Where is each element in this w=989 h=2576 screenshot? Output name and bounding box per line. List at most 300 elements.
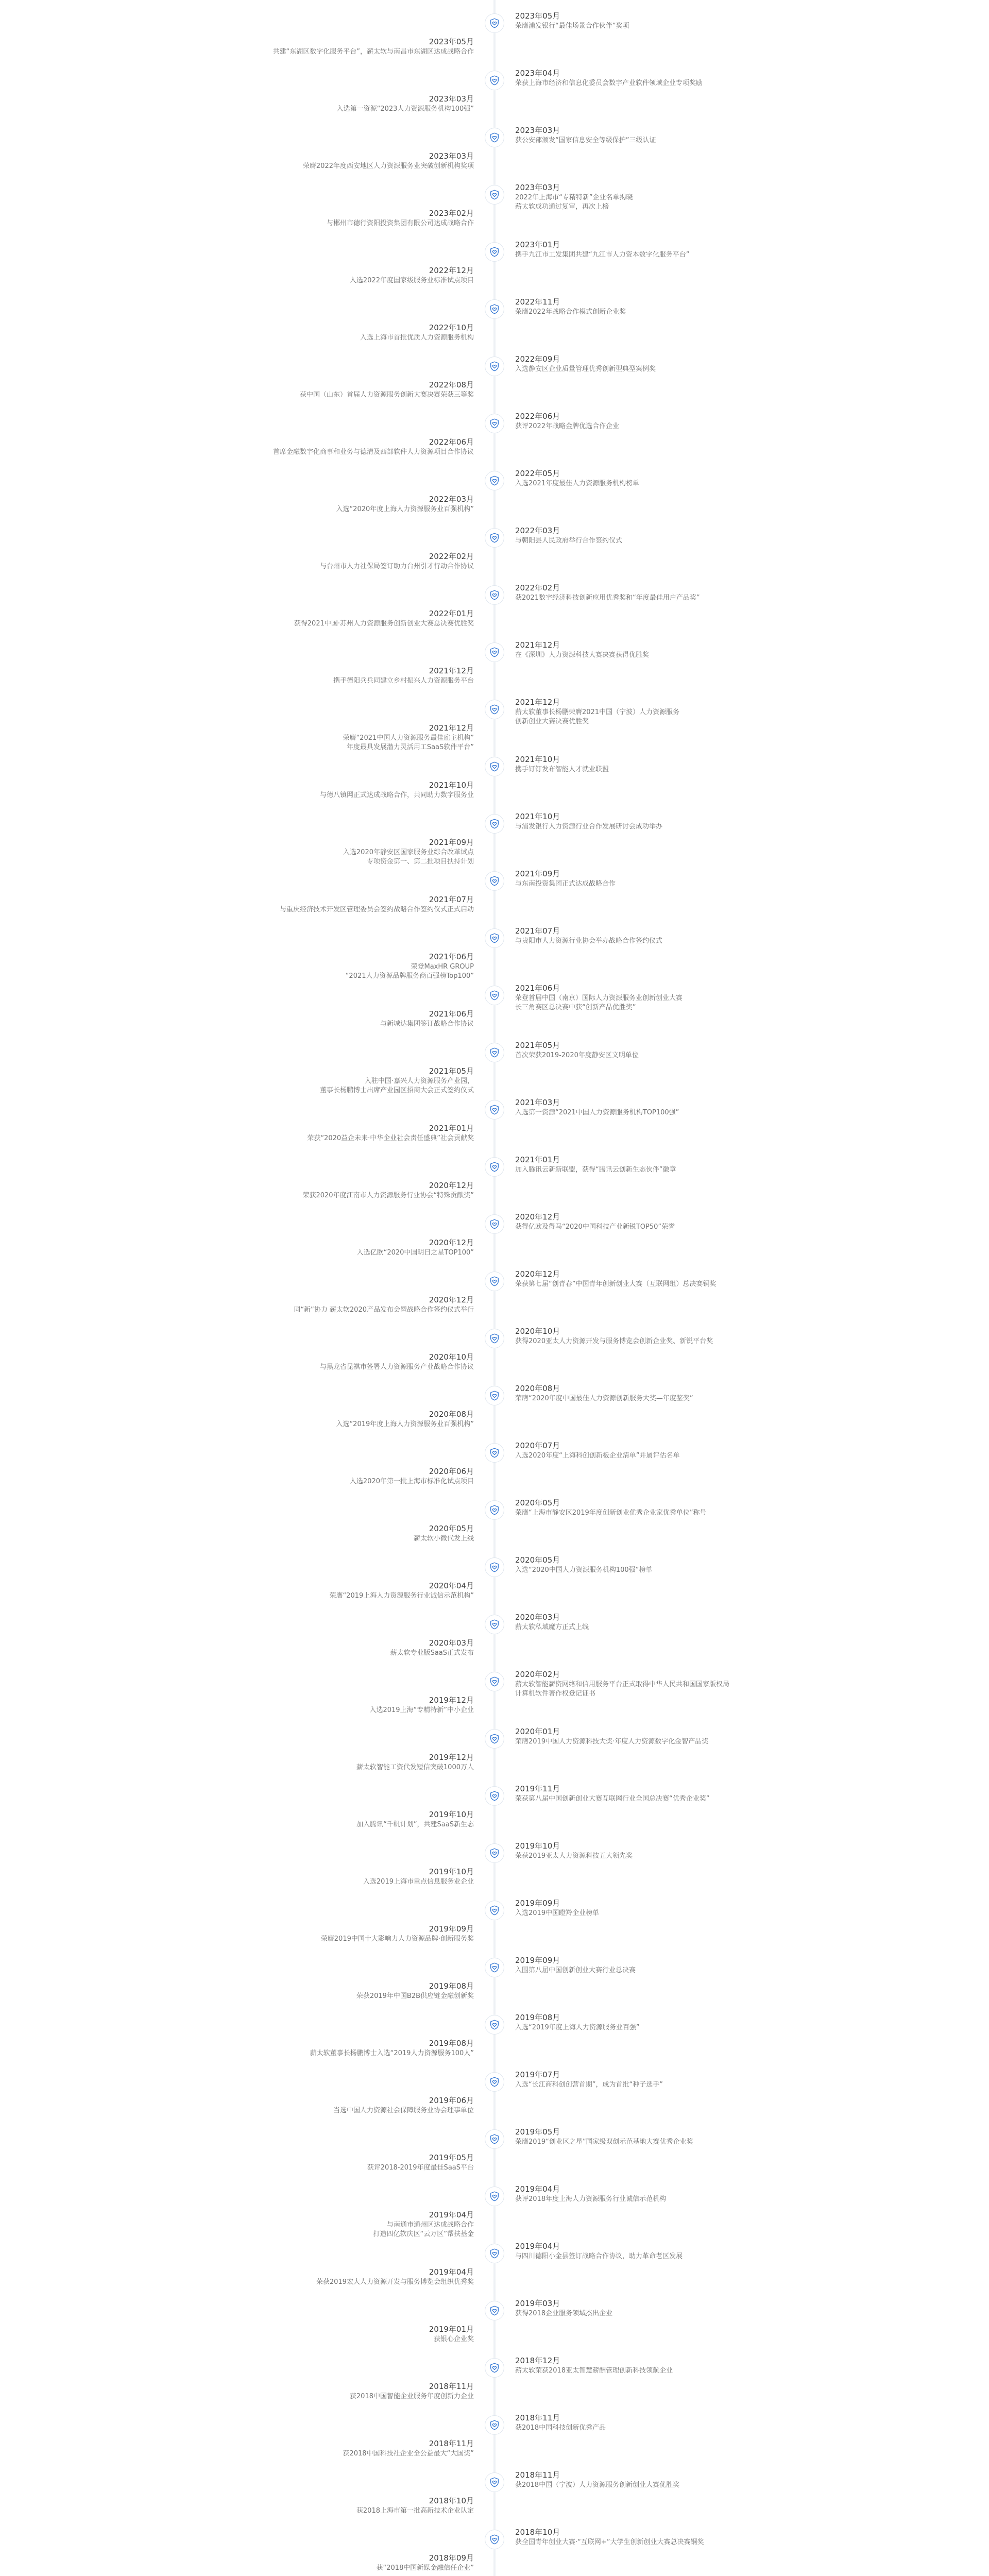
entry-date: 2020年12月 bbox=[429, 1181, 474, 1190]
entry-date: 2020年10月 bbox=[429, 1352, 474, 1362]
timeline-entry bbox=[515, 755, 824, 774]
entry-date: 2021年12月 bbox=[515, 640, 560, 650]
timeline-entry bbox=[515, 183, 824, 212]
entry-text: 荣获第八届中国创新创业大赛互联网行业全国总决赛“优秀企业奖” bbox=[515, 1795, 710, 1803]
entry-date: 2022年12月 bbox=[429, 266, 474, 275]
timeline-entry bbox=[515, 1441, 824, 1461]
timeline-entry bbox=[515, 1212, 824, 1232]
timeline-entry bbox=[515, 1841, 824, 1861]
timeline-node bbox=[485, 1843, 504, 1863]
timeline-entry bbox=[165, 1696, 474, 1715]
entry-date: 2020年06月 bbox=[429, 1467, 474, 1476]
timeline-entry bbox=[165, 2210, 474, 2239]
timeline-entry bbox=[165, 1295, 474, 1315]
entry-text: 与南通市通州区达成战略合作 bbox=[386, 2221, 474, 2229]
timeline-entry bbox=[165, 1753, 474, 1772]
entry-date: 2018年11月 bbox=[429, 2439, 474, 2448]
entry-date: 2019年05月 bbox=[429, 2153, 474, 2162]
entry-date: 2022年09月 bbox=[515, 354, 560, 364]
timeline-entry bbox=[165, 266, 474, 285]
timeline-node bbox=[485, 1729, 504, 1749]
entry-date: 2022年11月 bbox=[515, 297, 560, 307]
timeline-node bbox=[485, 357, 504, 376]
entry-text: 入选静安区企业质量管理优秀创新型典型案例奖 bbox=[515, 365, 656, 373]
entry-text: 荣获2019亚太人力资源科技五大领先奖 bbox=[515, 1852, 633, 1860]
entry-date: 2020年08月 bbox=[429, 1410, 474, 1419]
entry-text: 获评2018-2019年度最佳SaaS平台 bbox=[367, 2164, 474, 2172]
entry-text: 获公安部颁发“国家信息安全等级保护”三级认证 bbox=[515, 137, 656, 144]
entry-date: 2022年01月 bbox=[429, 609, 474, 618]
timeline-entry bbox=[515, 2127, 824, 2147]
entry-text: 获2018中国智能企业服务年度创新力企业 bbox=[349, 2393, 474, 2400]
timeline-entry bbox=[515, 2528, 824, 2547]
entry-text: 荣膺“2019上海人力资源服务行业诚信示范机构” bbox=[329, 1592, 474, 1600]
timeline-entry bbox=[515, 2184, 824, 2204]
entry-text: 获2018上海市第一批高新技术企业认定 bbox=[356, 2507, 474, 2515]
entry-text: 荣膺2019中国十大影响力人力资源品牌·创新服务奖 bbox=[320, 1935, 474, 1943]
timeline-node bbox=[485, 1214, 504, 1234]
timeline-entry bbox=[515, 812, 824, 832]
entry-text: 薪太软董事长杨鹏博士入选“2019人力资源服务100人” bbox=[310, 2049, 474, 2057]
entry-date: 2020年05月 bbox=[515, 1498, 560, 1507]
timeline-entry bbox=[515, 2413, 824, 2433]
entry-text: 在《深圳》人力资源科技大赛决赛获得优胜奖 bbox=[515, 651, 650, 659]
entry-date: 2021年09月 bbox=[429, 838, 474, 847]
entry-date: 2018年12月 bbox=[515, 2356, 560, 2365]
timeline-entry bbox=[165, 2267, 474, 2287]
timeline-entry bbox=[515, 1384, 824, 1403]
timeline-entry bbox=[515, 1899, 824, 1918]
entry-text: 薪太软荣获2018亚太智慧薪酬管理创新科技领航企业 bbox=[515, 2367, 673, 2375]
entry-text: 荣登MaxHR GROUP bbox=[411, 963, 474, 971]
entry-date: 2023年04月 bbox=[515, 69, 560, 78]
entry-date: 2022年02月 bbox=[429, 552, 474, 561]
entry-text: 荣膺“上海市静安区2019年度创新创业优秀企业家优秀单位”称号 bbox=[515, 1509, 707, 1517]
timeline-entry bbox=[515, 526, 824, 546]
entry-text: 与朝阳县人民政府举行合作签约仪式 bbox=[515, 537, 623, 545]
entry-text: 计算机软件著作权登记证书 bbox=[515, 1690, 596, 1698]
timeline-entry bbox=[515, 2013, 824, 2032]
entry-text: 入选第一资源“2021中国人力资源服务机构TOP100强” bbox=[515, 1109, 679, 1116]
timeline-node bbox=[485, 2472, 504, 2492]
entry-date: 2019年01月 bbox=[429, 2325, 474, 2334]
timeline-entry bbox=[515, 2070, 824, 2090]
timeline-entry bbox=[515, 984, 824, 1012]
timeline-entry bbox=[515, 1269, 824, 1289]
entry-text: 入选2019上海市重点信息服务业企业 bbox=[363, 1878, 474, 1886]
entry-date: 2019年12月 bbox=[429, 1753, 474, 1762]
entry-date: 2018年10月 bbox=[429, 2496, 474, 2505]
entry-text: 入选2020年静安区国家服务业综合改革试点 bbox=[343, 849, 474, 856]
timeline-node bbox=[485, 2072, 504, 2092]
timeline-entry bbox=[515, 11, 824, 31]
entry-text: 年度最具发展潜力灵活用工SaaS软件平台” bbox=[346, 743, 474, 751]
entry-date: 2020年04月 bbox=[429, 1581, 474, 1590]
entry-text: 与贵阳市人力资源行业协会举办战略合作签约仪式 bbox=[515, 937, 663, 945]
entry-text: 与重庆经济技术开发区管理委员会签约战略合作签约仪式正式启动 bbox=[279, 906, 474, 913]
entry-date: 2019年08月 bbox=[429, 1981, 474, 1991]
entry-text: 获得亿欧及得马“2020中国科技产业新锐TOP50”荣誉 bbox=[515, 1223, 675, 1231]
entry-date: 2021年07月 bbox=[429, 895, 474, 904]
entry-date: 2018年11月 bbox=[515, 2413, 560, 2422]
entry-date: 2022年06月 bbox=[429, 437, 474, 447]
entry-date: 2018年11月 bbox=[515, 2470, 560, 2480]
timeline-entry bbox=[165, 2439, 474, 2459]
entry-date: 2021年09月 bbox=[515, 869, 560, 878]
entry-text: 入选2019中国瞪羚企业榜单 bbox=[515, 1909, 600, 1917]
entry-text: 入选2020年第一批上海市标准化试点项目 bbox=[349, 1478, 474, 1485]
timeline-entry bbox=[515, 1613, 824, 1632]
timeline-node bbox=[485, 2301, 504, 2320]
entry-text: 入选“2019年度上海人力资源服务业百强” bbox=[515, 2024, 640, 2031]
timeline-entry bbox=[165, 1066, 474, 1095]
entry-text: 入选上海市首批优质人力资源服务机构 bbox=[360, 334, 474, 342]
timeline-entry bbox=[515, 1098, 824, 1117]
entry-date: 2021年05月 bbox=[429, 1066, 474, 1076]
entry-text: 董事长杨鹏博士出席产业园区招商大会正式签约仪式 bbox=[319, 1087, 474, 1094]
entry-text: 薪太软智能薪资网络和信用服务平台正式取得中华人民共和国国家版权局 bbox=[515, 1681, 730, 1688]
timeline-node bbox=[485, 986, 504, 1005]
timeline-node bbox=[485, 2129, 504, 2149]
entry-date: 2020年12月 bbox=[429, 1238, 474, 1247]
entry-date: 2020年10月 bbox=[515, 1327, 560, 1336]
timeline-node bbox=[485, 2530, 504, 2549]
entry-text: 荣获“2020益企未来·中华企业社会责任盛典”社会贡献奖 bbox=[307, 1134, 474, 1142]
entry-date: 2020年12月 bbox=[515, 1212, 560, 1222]
timeline-entry bbox=[515, 1727, 824, 1747]
timeline-node bbox=[485, 1043, 504, 1062]
entry-text: 获2018中国科技创新优秀产品 bbox=[515, 2424, 606, 2432]
timeline-node bbox=[485, 757, 504, 776]
timeline-entry bbox=[165, 1638, 474, 1658]
timeline-entry bbox=[165, 609, 474, 629]
entry-date: 2021年01月 bbox=[515, 1155, 560, 1164]
entry-date: 2023年03月 bbox=[515, 126, 560, 135]
entry-text: 薪太软董事长杨鹏荣膺2021中国（宁波）人力资源服务 bbox=[515, 708, 680, 716]
entry-date: 2020年03月 bbox=[429, 1638, 474, 1648]
timeline-node bbox=[485, 1386, 504, 1405]
entry-text: 获得2018企业服务领域杰出企业 bbox=[515, 2310, 613, 2317]
timeline-entry bbox=[165, 552, 474, 571]
timeline-entry bbox=[515, 1041, 824, 1060]
timeline-node bbox=[485, 71, 504, 90]
timeline-node bbox=[485, 1615, 504, 1634]
entry-date: 2023年03月 bbox=[515, 183, 560, 192]
entry-text: 薪太软专业版SaaS正式发布 bbox=[390, 1649, 474, 1657]
entry-date: 2020年01月 bbox=[515, 1727, 560, 1736]
timeline-entry bbox=[515, 1670, 824, 1699]
entry-text: 携手钉钉发布智能人才就业联盟 bbox=[515, 766, 609, 773]
timeline-node bbox=[485, 242, 504, 262]
entry-text: 入选“2020年度上海人力资源服务业百强机构” bbox=[336, 505, 474, 513]
timeline-node bbox=[485, 700, 504, 719]
entry-date: 2019年09月 bbox=[515, 1956, 560, 1965]
entry-date: 2019年10月 bbox=[429, 1867, 474, 1876]
entry-text: 荣获2019宏大人力资源开发与服务博览会组织优秀奖 bbox=[316, 2278, 474, 2286]
entry-text: 入选“长江商科创创营首期”，成为首批“种子选手” bbox=[515, 2081, 663, 2089]
entry-date: 2022年03月 bbox=[429, 495, 474, 504]
timeline-node bbox=[485, 1443, 504, 1463]
entry-date: 2021年10月 bbox=[515, 755, 560, 764]
entry-text: 长三角赛区总决赛中获“创新产品优胜奖” bbox=[515, 1004, 636, 1011]
timeline-node bbox=[485, 2015, 504, 2035]
entry-date: 2019年10月 bbox=[515, 1841, 560, 1851]
entry-text: 首次荣获2019-2020年度静安区文明单位 bbox=[515, 1052, 639, 1059]
entry-date: 2023年01月 bbox=[515, 240, 560, 249]
timeline-entry bbox=[515, 1784, 824, 1804]
entry-date: 2019年04月 bbox=[429, 2210, 474, 2219]
entry-text: 荣膺“2021中国人力资源服务最佳雇主机构” bbox=[343, 734, 474, 742]
timeline-entry bbox=[515, 698, 824, 726]
entry-text: 与郴州市德行资阳投资集团有限公司达成战略合作 bbox=[326, 219, 474, 227]
entry-text: 入围第八届中国创新创业大赛行业总决赛 bbox=[515, 1967, 636, 1974]
entry-date: 2018年11月 bbox=[429, 2382, 474, 2391]
timeline-entry bbox=[165, 323, 474, 343]
entry-text: 荣获2019年中国B2B供应链金融创新奖 bbox=[356, 1992, 474, 2000]
entry-text: 当选中国人力资源社会保障服务业协会理事单位 bbox=[333, 2107, 474, 2114]
entry-date: 2021年12月 bbox=[429, 666, 474, 675]
entry-text: 加入腾讯“千帆计划”，共建SaaS新生态 bbox=[356, 1821, 474, 1828]
entry-text: 获中国（山东）首届人力资源服务创新大赛决赛荣获三等奖 bbox=[299, 391, 474, 399]
entry-text: 获得2021中国·苏州人力资源服务创新创业大赛总决赛优胜奖 bbox=[294, 620, 474, 628]
entry-text: 与台州市人力社保局签订助力台州引才行动合作协议 bbox=[319, 563, 474, 570]
timeline-entry bbox=[165, 209, 474, 228]
timeline-entry bbox=[515, 2470, 824, 2490]
timeline-entry bbox=[515, 640, 824, 660]
entry-text: 入选2020年度“上海科创创新板企业清单”并属评估名单 bbox=[515, 1452, 680, 1460]
entry-date: 2020年05月 bbox=[515, 1555, 560, 1565]
entry-text: 入选2021年度最佳人力资源服务机构榜单 bbox=[515, 480, 640, 487]
entry-date: 2019年11月 bbox=[515, 1784, 560, 1793]
entry-date: 2023年05月 bbox=[429, 37, 474, 46]
timeline-entry bbox=[165, 1238, 474, 1258]
timeline-node bbox=[485, 871, 504, 891]
entry-text: 荣登首届中国（南京）国际人力资源服务业创新创业大赛 bbox=[515, 994, 683, 1002]
entry-date: 2020年05月 bbox=[429, 1524, 474, 1533]
timeline-entry bbox=[515, 1555, 824, 1575]
timeline-entry bbox=[165, 151, 474, 171]
timeline-entry bbox=[165, 781, 474, 800]
entry-date: 2019年09月 bbox=[515, 1899, 560, 1908]
timeline-entry bbox=[165, 952, 474, 981]
entry-text: 荣获上海市经济和信息化委员会数字产业软件领域企业专项奖励 bbox=[515, 79, 703, 87]
entry-date: 2020年12月 bbox=[515, 1269, 560, 1279]
timeline-entry bbox=[515, 240, 824, 260]
timeline-node bbox=[485, 299, 504, 319]
timeline-node bbox=[485, 528, 504, 548]
timeline-entry bbox=[165, 1352, 474, 1372]
timeline-entry bbox=[165, 2382, 474, 2401]
entry-date: 2021年03月 bbox=[515, 1098, 560, 1107]
timeline-entry bbox=[515, 1498, 824, 1518]
entry-text: 荣膺“2020年度中国最佳人力资源创新服务大奖—年度鉴奖” bbox=[515, 1395, 693, 1402]
entry-text: 获全国青年创业大赛·“互联网+”大学生创新创业大赛总决赛铜奖 bbox=[515, 2538, 704, 2546]
entry-date: 2019年06月 bbox=[429, 2096, 474, 2105]
timeline-node bbox=[485, 2415, 504, 2435]
entry-date: 2019年10月 bbox=[429, 1810, 474, 1819]
timeline-node bbox=[485, 1272, 504, 1291]
timeline-node bbox=[485, 1100, 504, 1120]
timeline-node bbox=[485, 1958, 504, 1977]
timeline-entry bbox=[165, 1009, 474, 1029]
entry-date: 2021年10月 bbox=[515, 812, 560, 821]
entry-text: 携手德阳兵兵同建立乡村振兴人力资源服务平台 bbox=[333, 677, 474, 685]
entry-text: 荣膺2019“创业区之星”国家级双创示范基地大赛优秀企业奖 bbox=[515, 2138, 693, 2146]
entry-text: 携手九江市工发集团共建“九江市人力资本数字化服务平台” bbox=[515, 251, 690, 259]
timeline-entry bbox=[165, 2039, 474, 2058]
timeline-entry bbox=[165, 1124, 474, 1143]
timeline-entry bbox=[515, 2356, 824, 2376]
entry-date: 2021年12月 bbox=[515, 698, 560, 707]
entry-date: 2020年08月 bbox=[515, 1384, 560, 1393]
entry-text: 获2018中国（宁波）人力资源服务创新创业大赛优胜奖 bbox=[515, 2481, 680, 2489]
entry-text: 荣获第七届“创青春”中国青年创新创业大赛（互联网组）总决赛铜奖 bbox=[515, 1280, 717, 1288]
entry-text: 创新创业大赛决赛优胜奖 bbox=[515, 718, 589, 725]
timeline-entry bbox=[515, 412, 824, 431]
entry-text: 获“2018中国新媒金融信任企业” bbox=[376, 2564, 474, 2572]
timeline-entry bbox=[165, 495, 474, 514]
entry-date: 2023年05月 bbox=[515, 11, 560, 21]
entry-text: 荣膺2019中国人力资源科技大奖·年度人力资源数字化金智产品奖 bbox=[515, 1738, 709, 1745]
entry-text: 与德八镇网正式达成战略合作，共同助力数字服务业 bbox=[319, 791, 474, 799]
timeline-node bbox=[485, 1557, 504, 1577]
timeline-entry bbox=[515, 2242, 824, 2261]
timeline-entry bbox=[515, 126, 824, 145]
entry-date: 2023年03月 bbox=[429, 151, 474, 161]
timeline-entry bbox=[165, 1981, 474, 2001]
entry-text: 2022年上海市“专精特新”企业名单揭晓 bbox=[515, 194, 633, 201]
entry-date: 2019年08月 bbox=[429, 2039, 474, 2048]
timeline-entry bbox=[165, 37, 474, 57]
timeline-node bbox=[485, 1329, 504, 1348]
entry-text: 专项资金第一、第二批项目扶持计划 bbox=[366, 858, 474, 866]
entry-date: 2022年10月 bbox=[429, 323, 474, 332]
timeline-node bbox=[485, 2187, 504, 2206]
timeline-entry bbox=[165, 2096, 474, 2115]
entry-text: 同“新”协力 薪太软2020产品发布会暨战略合作签约仪式举行 bbox=[294, 1306, 474, 1314]
timeline-node bbox=[485, 585, 504, 605]
entry-date: 2019年12月 bbox=[429, 1696, 474, 1705]
timeline-node bbox=[485, 1786, 504, 1806]
timeline-entry bbox=[165, 1810, 474, 1829]
entry-text: 获银心企业奖 bbox=[433, 2335, 474, 2343]
timeline-entry bbox=[165, 2325, 474, 2344]
timeline-entry bbox=[165, 1181, 474, 1200]
entry-date: 2018年10月 bbox=[515, 2528, 560, 2537]
entry-text: 薪太软小微代发上线 bbox=[413, 1535, 474, 1543]
timeline-entry bbox=[165, 1410, 474, 1429]
entry-text: 与新城达集团签订战略合作协议 bbox=[380, 1020, 474, 1028]
timeline-entry bbox=[515, 926, 824, 946]
timeline-entry bbox=[165, 1524, 474, 1544]
timeline-entry bbox=[165, 895, 474, 914]
timeline-entry bbox=[515, 583, 824, 603]
entry-text: 加入腾讯云新新联盟，获得“腾讯云创新生态伙伴”徽章 bbox=[515, 1166, 676, 1174]
timeline-node bbox=[485, 471, 504, 490]
entry-text: 入选“2020中国人力资源服务机构100强”榜单 bbox=[515, 1566, 653, 1574]
timeline-node bbox=[485, 1901, 504, 1920]
entry-text: 入选2019上海“专精特新”中小企业 bbox=[369, 1706, 474, 1714]
entry-text: 入驻中国·嘉兴人力资源服务产业园， bbox=[364, 1077, 474, 1085]
timeline-entry bbox=[515, 1956, 824, 1975]
timeline-node bbox=[485, 185, 504, 205]
entry-text: 共建“东湖区数字化服务平台”，薪太软与南昌市东湖区达成战略合作 bbox=[272, 48, 474, 56]
entry-text: 获2021数字经济科技创新应用优秀奖和“年度最佳用户产品奖” bbox=[515, 594, 700, 602]
timeline-entry bbox=[515, 1327, 824, 1346]
entry-date: 2020年12月 bbox=[429, 1295, 474, 1304]
entry-text: 荣获2020年度江南市人力资源服务行业协会“特殊贡献奖” bbox=[302, 1192, 474, 1199]
entry-date: 2021年06月 bbox=[515, 984, 560, 993]
entry-text: 与四川德阳小金县签订战略合作协议，助力革命老区发展 bbox=[515, 2252, 683, 2260]
timeline-entry bbox=[515, 1155, 824, 1175]
entry-date: 2023年02月 bbox=[429, 209, 474, 218]
timeline-entry bbox=[515, 69, 824, 88]
timeline-entry bbox=[165, 437, 474, 457]
timeline-entry bbox=[165, 1467, 474, 1486]
entry-date: 2019年07月 bbox=[515, 2070, 560, 2079]
entry-date: 2019年08月 bbox=[515, 2013, 560, 2022]
timeline-node bbox=[485, 2244, 504, 2263]
entry-text: 薪太软智能工资代发短信突破1000万人 bbox=[356, 1764, 474, 1771]
timeline-node bbox=[485, 13, 504, 33]
entry-text: 入选亿欧“2020中国明日之星TOP100” bbox=[356, 1249, 474, 1257]
entry-date: 2021年01月 bbox=[429, 1124, 474, 1133]
entry-date: 2022年05月 bbox=[515, 469, 560, 478]
entry-text: 荣膺浦发银行“最佳场景合作伙伴”奖项 bbox=[515, 22, 629, 30]
entry-date: 2019年04月 bbox=[515, 2184, 560, 2194]
entry-date: 2020年07月 bbox=[515, 1441, 560, 1450]
entry-date: 2021年06月 bbox=[429, 952, 474, 961]
timeline-node bbox=[485, 2358, 504, 2378]
timeline-entry bbox=[515, 354, 824, 374]
entry-date: 2022年08月 bbox=[429, 380, 474, 389]
entry-text: “2021人力资源品牌服务商百强榜Top100” bbox=[345, 972, 474, 980]
timeline-node bbox=[485, 642, 504, 662]
entry-text: 入选2022年度国家级服务业标准试点项目 bbox=[349, 277, 474, 284]
entry-date: 2021年05月 bbox=[515, 1041, 560, 1050]
timeline-node bbox=[485, 128, 504, 147]
entry-text: 荣膺2022年战略合作模式创新企业奖 bbox=[515, 308, 626, 316]
timeline-entry bbox=[165, 380, 474, 400]
timeline-entry bbox=[165, 2553, 474, 2573]
timeline-node bbox=[485, 814, 504, 834]
timeline-entry bbox=[515, 297, 824, 317]
entry-text: 与东南投资集团正式达成战略合作 bbox=[515, 880, 616, 888]
timeline-entry bbox=[515, 869, 824, 889]
entry-date: 2018年09月 bbox=[429, 2553, 474, 2563]
entry-date: 2021年06月 bbox=[429, 1009, 474, 1019]
entry-date: 2019年04月 bbox=[429, 2267, 474, 2277]
entry-date: 2022年06月 bbox=[515, 412, 560, 421]
timeline-node bbox=[485, 1672, 504, 1691]
entry-text: 薪太软成功通过复审，再次上榜 bbox=[515, 203, 609, 211]
timeline-entry bbox=[165, 2496, 474, 2516]
entry-text: 打造四亿软庆区“云万区”帮扶基金 bbox=[373, 2230, 474, 2238]
entry-date: 2022年03月 bbox=[515, 526, 560, 535]
timeline-entry bbox=[165, 94, 474, 114]
timeline-entry bbox=[515, 469, 824, 488]
timeline-node bbox=[485, 928, 504, 948]
timeline-entry bbox=[165, 1581, 474, 1601]
entry-date: 2021年12月 bbox=[429, 723, 474, 733]
entry-date: 2019年04月 bbox=[515, 2242, 560, 2251]
entry-text: 与浦发银行人力资源行业合作发展研讨会成功举办 bbox=[515, 823, 663, 831]
entry-date: 2022年02月 bbox=[515, 583, 560, 592]
entry-text: 入选第一资源“2023人力资源服务机构100强” bbox=[336, 105, 474, 113]
entry-text: 获评2018年度上海人力资源服务行业诚信示范机构 bbox=[515, 2195, 667, 2203]
timeline-entry bbox=[165, 666, 474, 686]
entry-date: 2020年03月 bbox=[515, 1613, 560, 1622]
